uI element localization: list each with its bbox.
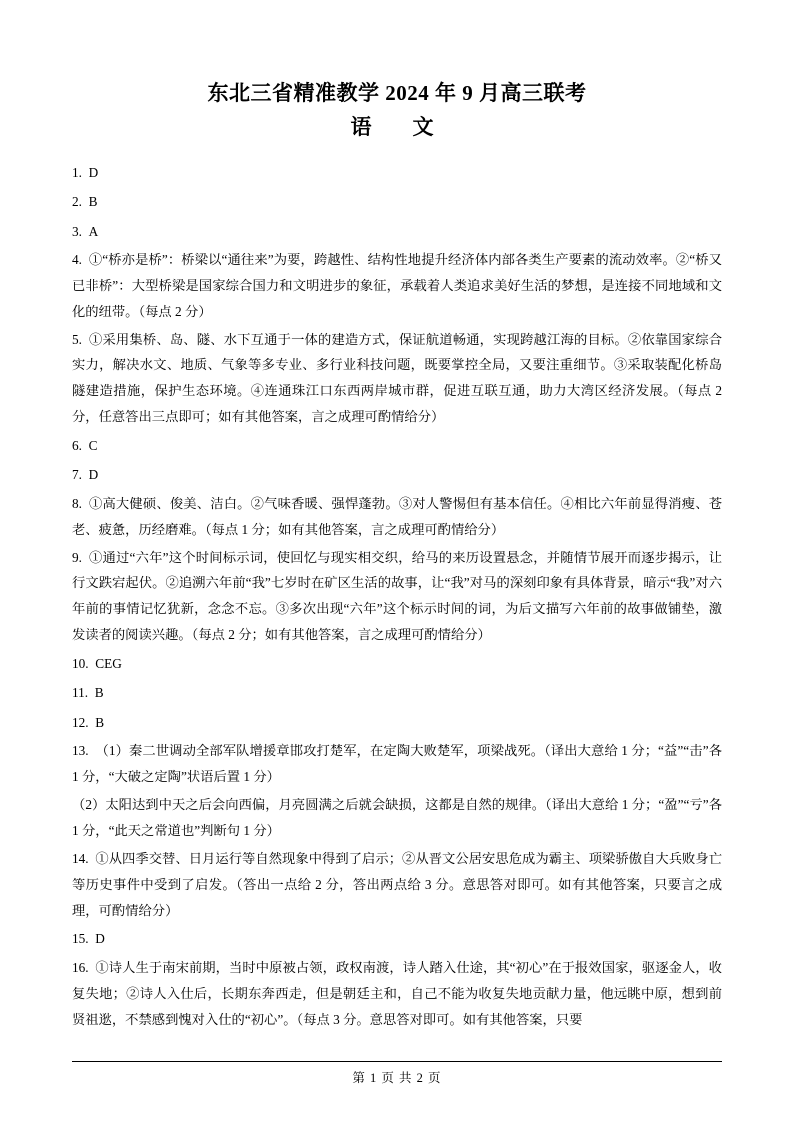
answer-number: 12. <box>72 714 89 730</box>
answer-item <box>72 461 722 488</box>
page-subtitle: 语 文 <box>350 114 444 139</box>
answer-text: B <box>94 685 104 701</box>
answer-item <box>72 709 722 736</box>
answer-item <box>72 491 722 543</box>
answer-item <box>72 679 722 706</box>
answer-item <box>72 738 722 790</box>
answer-list <box>72 159 722 1032</box>
answer-item <box>72 218 722 245</box>
answer-text: CEG <box>95 656 122 672</box>
answer-text: B <box>95 714 105 730</box>
answer-text: B <box>88 194 98 210</box>
answer-number: 16. <box>72 959 89 975</box>
page-footer: 第 1 页 共 2 页 <box>352 1071 442 1085</box>
answer-number: 2. <box>72 194 82 210</box>
page-title: 东北三省精准教学 2024 年 9 月高三联考 <box>207 81 587 105</box>
answer-text: （2）太阳达到中天之后会向西偏，月亮圆满之后就会缺损，这都是自然的规律。（译出大意给 1 分；“盈”“亏”各 1 分，“此天之常道也”判断句 1 分） <box>72 796 722 838</box>
answer-number: 10. <box>72 656 89 672</box>
answer-item-continuation <box>72 792 722 844</box>
answer-item <box>72 846 722 924</box>
answer-item <box>72 188 722 215</box>
answer-item <box>72 650 722 677</box>
answer-item <box>72 327 722 431</box>
answer-text: ①采用集桥、岛、隧、水下互通于一体的建造方式，保证航道畅通，实现跨越江海的目标。②依靠国家综合实力，解决水文、地质、气象等多专业、多行业科技问题，既要掌控全局，又要注重细节。③采取装配化桥岛隧建造措施，保护生态环境。④连通珠江口东西两岸城市群，促进互联互通，助力大湾区经济发展。（每点 2 分，任意答出三点即可；如有其他答案，言之成理可酌情给分） <box>72 331 722 425</box>
answer-item <box>72 159 722 186</box>
answer-number: 3. <box>72 223 82 239</box>
footer-divider <box>72 1061 722 1062</box>
answer-item <box>72 545 722 649</box>
answer-item <box>72 247 722 325</box>
answer-text: （1）秦二世调动全部军队增援章邯攻打楚军，在定陶大败楚军，项梁战死。（译出大意给 1 分；“益”“击”各 1 分，“大破之定陶”状语后置 1 分） <box>72 742 722 784</box>
answer-item <box>72 955 722 1033</box>
answer-number: 11. <box>72 685 89 701</box>
answer-number: 5. <box>72 331 82 347</box>
answer-number: 1. <box>72 165 82 180</box>
answer-number: 4. <box>72 251 82 267</box>
answer-number: 15. <box>72 931 89 947</box>
answer-number: 8. <box>72 495 82 511</box>
answer-text: ①高大健硕、俊美、洁白。②气味香暖、强悍蓬勃。③对人警惕但有基本信任。④相比六年前显得消瘦、苍老、疲惫，历经磨难。（每点 1 分；如有其他答案，言之成理可酌情给分） <box>72 495 722 537</box>
answer-number: 7. <box>72 467 82 483</box>
answer-number: 13. <box>72 742 89 758</box>
answer-item <box>72 432 722 459</box>
answer-text: D <box>88 467 99 483</box>
answer-number: 9. <box>72 549 82 565</box>
answer-text: A <box>88 223 99 239</box>
answer-number: 6. <box>72 438 82 454</box>
answer-text: D <box>95 931 105 947</box>
answer-number: 14. <box>72 850 89 866</box>
answer-text: ①通过“六年”这个时间标示词，使回忆与现实相交织，给马的来历设置悬念，并随情节展开而逐步揭示，让行文跌宕起伏。②追溯六年前“我”七岁时在矿区生活的故事，让“我”对马的深刻印象有具体背景，暗示“我”对六年前的事情记忆犹新，念念不忘。③多次出现“六年”这个标示时间的词，为后文描写六年前的故事做铺垫，激发读者的阅读兴趣。（每点 2 分；如有其他答案，言之成理可酌情给分） <box>72 549 722 643</box>
answer-text: ①“桥亦是桥”：桥梁以“通往来”为要，跨越性、结构性地提升经济体内部各类生产要素的流动效率。②“桥又已非桥”：大型桥梁是国家综合国力和文明进步的象征，承载着人类追求美好生活的梦想，是连接不同地域和文化的纽带。（每点 2 分） <box>72 251 722 319</box>
answer-item <box>72 925 722 952</box>
answer-text: ①从四季交替、日月运行等自然现象中得到了启示；②从晋文公居安思危成为霸主、项梁骄傲自大兵败身亡等历史事件中受到了启发。（答出一点给 2 分，答出两点给 3 分。意思答对即可。如有其他答案，只要言之成理，可酌情给分） <box>72 850 723 918</box>
answer-text: ①诗人生于南宋前期，当时中原被占领，政权南渡，诗人踏入仕途，其“初心”在于报效国家，驱逐金人，收复失地；②诗人入仕后，长期东奔西走，但是朝廷主和，自己不能为收复失地贡献力量，他远眺中原，想到前贤祖逖，不禁感到愧对入仕的“初心”。（每点 3 分。意思答对即可。如有其他答案，只要 <box>72 959 722 1027</box>
answer-text: D <box>88 165 99 180</box>
answer-text: C <box>88 438 98 454</box>
